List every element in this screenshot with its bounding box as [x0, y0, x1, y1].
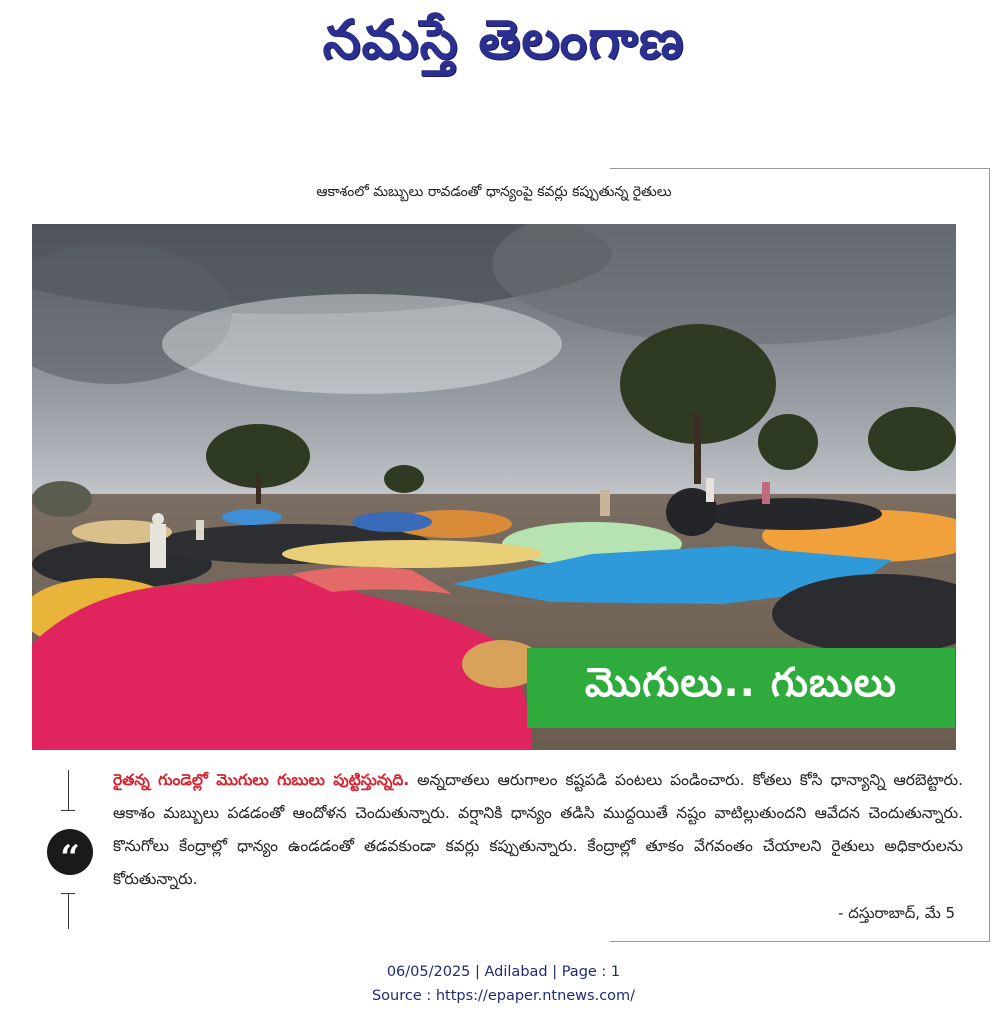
- footer-edition-info: 06/05/2025 | Adilabad | Page : 1: [386, 964, 621, 980]
- quote-rule-top: [68, 770, 69, 810]
- article-body-text: అన్నదాతలు ఆరుగాలం కష్టపడి పంటలు పండించారు. కోతలు కోసి ధాన్యాన్ని ఆరబెట్టారు. ఆకాశం మబ్బులు పడడంతో ఆందోళన చెందుతున్నారు. వర్షానికి ధాన్యం తడిసి ముద్దయితే నష్టం వాటిల్లుతుందని ఆవేదన చెందుతున్నారు. కొనుగోలు కేంద్రాల్లో ధాన్యం ఉండడంతో తడవకుండా కవర్లు కప్పుతున్నారు. కేంద్రాల్లో తూకం వేగవంతం చేయాలని రైతులు అధికారులను కోరుతున్నారు.: [113, 771, 963, 888]
- frame-border-top: [610, 168, 990, 169]
- article-body: [113, 764, 963, 896]
- article-lead: రైతన్న గుండెల్లో మొగులు గుబులు పుట్టిస్తున్నది.: [113, 771, 410, 789]
- article-byline: - దస్తురాబాద్‌, మే 5: [838, 904, 955, 922]
- article-headline: మొగులు.. గుబులు: [527, 648, 955, 728]
- page-footer: [0, 960, 1007, 1008]
- masthead-title: నమస్తే తెలంగాణ: [322, 7, 685, 71]
- frame-border-bottom: [610, 941, 990, 942]
- frame-border-right: [989, 168, 990, 942]
- photo-caption: ఆకాశంలో మబ్బులు రావడంతో ధాన్యంపై కవర్లు కప్పుతున్న రైతులు: [316, 184, 672, 200]
- quote-rule-bottom: [68, 893, 69, 929]
- quote-icon: “: [47, 829, 93, 875]
- quote-rule-top-tick: [61, 810, 75, 811]
- footer-source: Source : https://epaper.ntnews.com/: [371, 988, 636, 1004]
